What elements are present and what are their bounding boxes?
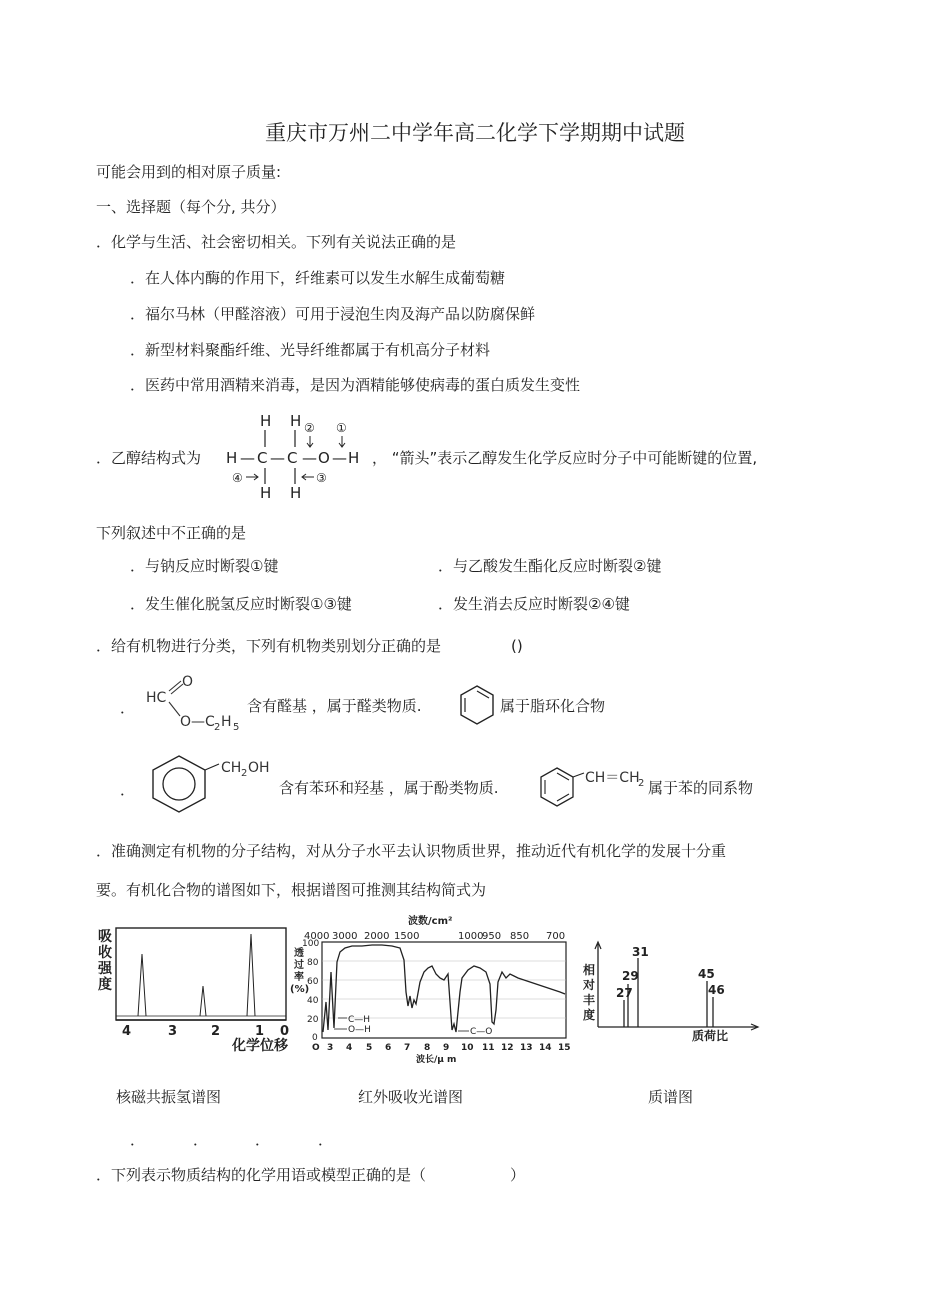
ir-wavenumber-tick: 700 bbox=[546, 931, 566, 942]
formula-vinyl: CH＝CH bbox=[585, 770, 640, 786]
ir-caption: 红外吸收光谱图 bbox=[358, 1088, 464, 1106]
formula-sub-2: 2 bbox=[638, 778, 645, 789]
atom-c-1: C bbox=[257, 449, 268, 467]
ir-xtick: 9 bbox=[443, 1043, 450, 1053]
ms-peak-label: 31 bbox=[632, 945, 649, 959]
bond-3: — bbox=[302, 449, 317, 467]
ir-xtick: 14 bbox=[539, 1043, 552, 1053]
ir-ylabel-char: 率 bbox=[294, 972, 304, 983]
formula-o-carbonyl: O bbox=[182, 674, 194, 690]
question-3-stem: ．给有机物进行分类，下列有机物类别划分正确的是 bbox=[96, 637, 442, 655]
answer-option-d: ． bbox=[318, 1131, 334, 1149]
question-2-stem-start: ．乙醇结构式为 bbox=[96, 449, 202, 467]
formula-sub-5: 5 bbox=[233, 722, 240, 733]
nmr-tick: 4 bbox=[122, 1024, 132, 1039]
question-3-option-d-text: 属于苯的同系物 bbox=[648, 779, 754, 797]
question-1-option-d: ．医药中常用酒精来消毒，是因为酒精能够使病毒的蛋白质发生变性 bbox=[130, 376, 581, 394]
ir-xtick: 12 bbox=[501, 1043, 514, 1053]
ir-ytick: 40 bbox=[307, 996, 319, 1006]
formula-sub-2: 2 bbox=[214, 722, 221, 733]
formula-hc: HC bbox=[146, 690, 167, 706]
nmr-ylabel-char: 收 bbox=[98, 945, 112, 961]
nmr-spectrum bbox=[96, 924, 296, 1054]
ir-xtick: 10 bbox=[461, 1043, 474, 1053]
ms-ylabel-char: 丰 bbox=[583, 993, 596, 1007]
bond-1: — bbox=[240, 449, 255, 467]
ir-wavenumber-tick: 1000 bbox=[458, 931, 484, 942]
question-1-option-c: ．新型材料聚酯纤维、光导纤维都属于有机高分子材料 bbox=[130, 341, 491, 359]
ir-xtick: 7 bbox=[404, 1043, 411, 1053]
ir-xtick: 15 bbox=[558, 1043, 571, 1053]
ir-xtick: 13 bbox=[520, 1043, 533, 1053]
ethanol-structure bbox=[222, 410, 372, 502]
ir-annot-ch: C—H bbox=[348, 1015, 371, 1025]
formula-ch: CH bbox=[221, 760, 242, 776]
question-2-stem-end: ， “箭头”表示乙醇发生化学反应时分子中可能断键的位置, bbox=[372, 449, 758, 467]
ir-ylabel-char: 过 bbox=[294, 960, 304, 971]
question-1-option-a: ．在人体内酶的作用下，纤维素可以发生水解生成葡萄糖 bbox=[130, 269, 506, 287]
ir-xlabel: 波长/μ m bbox=[416, 1055, 457, 1065]
ir-ylabel-char: (%) bbox=[290, 984, 310, 995]
question-5-stem: ．下列表示物质结构的化学用语或模型正确的是（ bbox=[96, 1166, 427, 1184]
ir-ylabel-char: 透 bbox=[294, 948, 304, 959]
bond-2: — bbox=[270, 449, 285, 467]
ir-annot-oh: O—H bbox=[348, 1025, 371, 1035]
nmr-tick: 3 bbox=[168, 1024, 178, 1039]
answer-option-b: ． bbox=[193, 1131, 209, 1149]
ir-ytick: 20 bbox=[307, 1015, 319, 1025]
atom-o: O bbox=[318, 449, 330, 467]
ms-ylabel-char: 对 bbox=[583, 978, 596, 992]
ms-peak-label: 45 bbox=[698, 967, 715, 981]
page-title: 重庆市万州二中学年高二化学下学期期中试题 bbox=[265, 121, 685, 145]
atomic-mass-note: 可能会用到的相对原子质量: bbox=[96, 163, 282, 181]
question-3-paren: () bbox=[511, 637, 523, 655]
ir-wavenumber-tick: 4000 bbox=[304, 931, 330, 942]
ir-top-label: 波数/cm² bbox=[408, 916, 453, 927]
ir-ytick: 60 bbox=[307, 977, 319, 987]
question-3-option-b-text: 属于脂环化合物 bbox=[500, 697, 606, 715]
question-1-option-b: ．福尔马林（甲醛溶液）可用于浸泡生肉及海产品以防腐保鲜 bbox=[130, 305, 536, 323]
cleavage-mark-3: ③ bbox=[316, 471, 327, 485]
nmr-ylabel-char: 强 bbox=[98, 961, 112, 977]
nmr-peaks bbox=[138, 934, 255, 1016]
question-3-dot-c: ． bbox=[120, 781, 136, 799]
styrene-structure bbox=[538, 764, 648, 810]
question-2-option-a: ．与钠反应时断裂①键 bbox=[130, 557, 279, 575]
atom-h-bottom-1: H bbox=[260, 484, 272, 502]
formula-sub-2: 2 bbox=[241, 768, 248, 779]
ms-ylabel-char: 相 bbox=[583, 963, 596, 977]
question-1-stem: ．化学与生活、社会密切相关。下列有关说法正确的是 bbox=[96, 233, 457, 251]
mass-spectrum bbox=[580, 940, 765, 1048]
ir-xtick: 11 bbox=[482, 1043, 495, 1053]
nmr-peak bbox=[138, 954, 146, 1016]
ir-wavenumber-tick: 850 bbox=[510, 931, 530, 942]
atom-h-top-1: H bbox=[260, 412, 272, 430]
ir-xtick: 4 bbox=[346, 1043, 353, 1053]
formula-oh: OH bbox=[248, 760, 270, 776]
ir-xtick: 5 bbox=[366, 1043, 373, 1053]
ms-xlabel: 质荷比 bbox=[692, 1029, 729, 1043]
section-heading: 一、选择题（每个分, 共分） bbox=[96, 198, 286, 216]
bond-4: — bbox=[332, 449, 347, 467]
cleavage-mark-4: ④ bbox=[232, 471, 243, 485]
ir-spectrum bbox=[290, 912, 580, 1064]
formula-h: H bbox=[221, 714, 232, 730]
ethyl-formate-structure bbox=[142, 672, 244, 736]
formula-o-c: O—C bbox=[180, 714, 215, 730]
ir-xtick: 3 bbox=[327, 1043, 334, 1053]
nmr-ylabel-char: 吸 bbox=[98, 929, 112, 945]
question-3-dot-a: ． bbox=[120, 699, 136, 717]
question-3-option-a-text: 含有醛基 ，属于醛类物质. bbox=[247, 697, 422, 715]
atom-h-top-2: H bbox=[290, 412, 302, 430]
ir-wavenumber-tick: 1500 bbox=[394, 931, 420, 942]
atom-h-right: H bbox=[348, 449, 360, 467]
atom-h-bottom-2: H bbox=[290, 484, 302, 502]
ms-ylabel-char: 度 bbox=[583, 1008, 596, 1022]
ms-peak-label: 27 bbox=[616, 986, 633, 1000]
nmr-tick: 0 bbox=[280, 1024, 290, 1039]
question-4-stem-line2: 要。有机化合物的谱图如下，根据谱图可推测其结构简式为 bbox=[96, 881, 487, 899]
question-5-paren: ） bbox=[510, 1166, 526, 1184]
ir-annot-co: C—O bbox=[470, 1027, 493, 1037]
answer-option-c: ． bbox=[255, 1131, 271, 1149]
question-3-option-c-text: 含有苯环和羟基 ，属于酚类物质. bbox=[279, 779, 499, 797]
ms-peak-label: 46 bbox=[708, 983, 725, 997]
cleavage-mark-2: ② bbox=[304, 421, 315, 435]
ms-peak-label: 29 bbox=[622, 969, 639, 983]
ir-wavenumber-tick: 2000 bbox=[364, 931, 390, 942]
cyclohexadiene-ring bbox=[458, 684, 496, 726]
nmr-peak bbox=[200, 986, 206, 1016]
ms-caption: 质谱图 bbox=[648, 1088, 694, 1106]
answer-option-a: ． bbox=[130, 1131, 146, 1149]
nmr-tick: 1 bbox=[255, 1024, 265, 1039]
ir-xtick: 8 bbox=[424, 1043, 431, 1053]
ir-ytick: 0 bbox=[312, 1033, 318, 1043]
question-2-option-b: ．与乙酸发生酯化反应时断裂②键 bbox=[438, 557, 662, 575]
question-2-option-c: ．发生催化脱氢反应时断裂①③键 bbox=[130, 595, 352, 613]
atom-c-2: C bbox=[287, 449, 298, 467]
ir-ytick: 80 bbox=[307, 958, 319, 968]
nmr-caption: 核磁共振氢谱图 bbox=[116, 1088, 222, 1106]
nmr-ylabel-char: 度 bbox=[98, 977, 112, 993]
benzyl-alcohol-structure bbox=[143, 752, 279, 816]
nmr-tick: 2 bbox=[211, 1024, 221, 1039]
ir-wavenumber-tick: 3000 bbox=[332, 931, 358, 942]
atom-h-left: H bbox=[226, 449, 238, 467]
ir-wavenumber-tick: 950 bbox=[482, 931, 502, 942]
ir-ytick: 100 bbox=[302, 939, 320, 949]
cleavage-mark-1: ① bbox=[336, 421, 347, 435]
question-2-option-d: ．发生消去反应时断裂②④键 bbox=[438, 595, 630, 613]
nmr-peak bbox=[247, 934, 255, 1016]
question-2-stem-line2: 下列叙述中不正确的是 bbox=[96, 524, 247, 542]
question-4-stem-line1: ．准确测定有机物的分子结构，对从分子水平去认识物质世界，推动近代有机化学的发展十分重 bbox=[96, 842, 727, 860]
ir-xtick: O bbox=[312, 1043, 320, 1053]
ir-xtick: 6 bbox=[385, 1043, 392, 1053]
nmr-xlabel: 化学位移 bbox=[232, 1038, 288, 1054]
